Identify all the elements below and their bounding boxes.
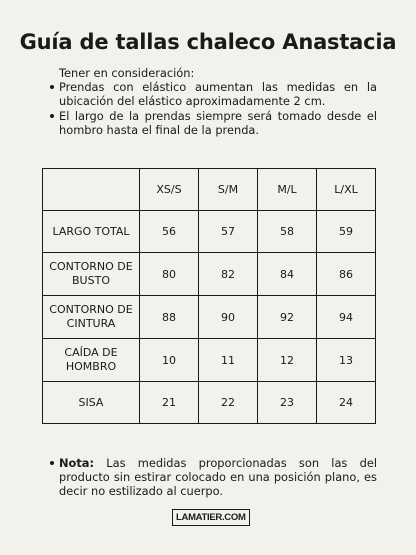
table-cell: 23 <box>258 382 317 424</box>
row-label: LARGO TOTAL <box>43 211 140 253</box>
table-row <box>43 382 376 424</box>
row-label: CONTORNO DE BUSTO <box>43 253 140 296</box>
table-cell: 86 <box>317 253 376 296</box>
size-chart-table <box>42 168 376 424</box>
table-row <box>43 339 376 382</box>
table-cell: 92 <box>258 296 317 339</box>
table-header-cell: XS/S <box>140 169 199 211</box>
table-cell: 10 <box>140 339 199 382</box>
table-cell: 80 <box>140 253 199 296</box>
page-title: Guía de tallas chaleco Anastacia <box>19 30 397 54</box>
row-label: CAÍDA DE HOMBRO <box>43 339 140 382</box>
table-header-cell: L/XL <box>317 169 376 211</box>
table-cell: 59 <box>317 211 376 253</box>
table-header-cell <box>43 169 140 211</box>
table-header-cell: S/M <box>199 169 258 211</box>
table-cell: 22 <box>199 382 258 424</box>
table-cell: 84 <box>258 253 317 296</box>
consideration-item: Prendas con elástico aumentan las medidas en la ubicación del elástico aproximadamente 2 cm. <box>49 80 377 108</box>
table-cell: 58 <box>258 211 317 253</box>
footnote-text: Las medidas proporcionadas son las del producto sin estirar colocado en una posición plano, es decir no estilizado al cuerpo. <box>59 456 378 499</box>
table-row <box>43 296 376 339</box>
table-cell: 88 <box>140 296 199 339</box>
table-cell: 12 <box>258 339 317 382</box>
table-cell: 94 <box>317 296 376 339</box>
row-label: CONTORNO DE CINTURA <box>43 296 140 339</box>
table-header-row <box>43 169 376 211</box>
footnote <box>49 456 377 499</box>
table-cell: 21 <box>140 382 199 424</box>
consideration-item: El largo de la prendas siempre será tomado desde el hombro hasta el final de la prenda. <box>49 109 377 137</box>
table-row <box>43 253 376 296</box>
table-row <box>43 211 376 253</box>
table-header-cell: M/L <box>258 169 317 211</box>
table-cell: 82 <box>199 253 258 296</box>
table-cell: 56 <box>140 211 199 253</box>
footnote-label: Nota: <box>59 456 95 470</box>
table-cell: 24 <box>317 382 376 424</box>
considerations-heading: Tener en consideración: <box>59 66 195 80</box>
table-cell: 90 <box>199 296 258 339</box>
row-label: SISA <box>43 382 140 424</box>
considerations-list <box>49 80 377 137</box>
table-cell: 13 <box>317 339 376 382</box>
table-cell: 11 <box>199 339 258 382</box>
considerations-section <box>49 66 377 137</box>
table-cell: 57 <box>199 211 258 253</box>
brand-logo: LAMATIER.COM <box>172 509 250 526</box>
